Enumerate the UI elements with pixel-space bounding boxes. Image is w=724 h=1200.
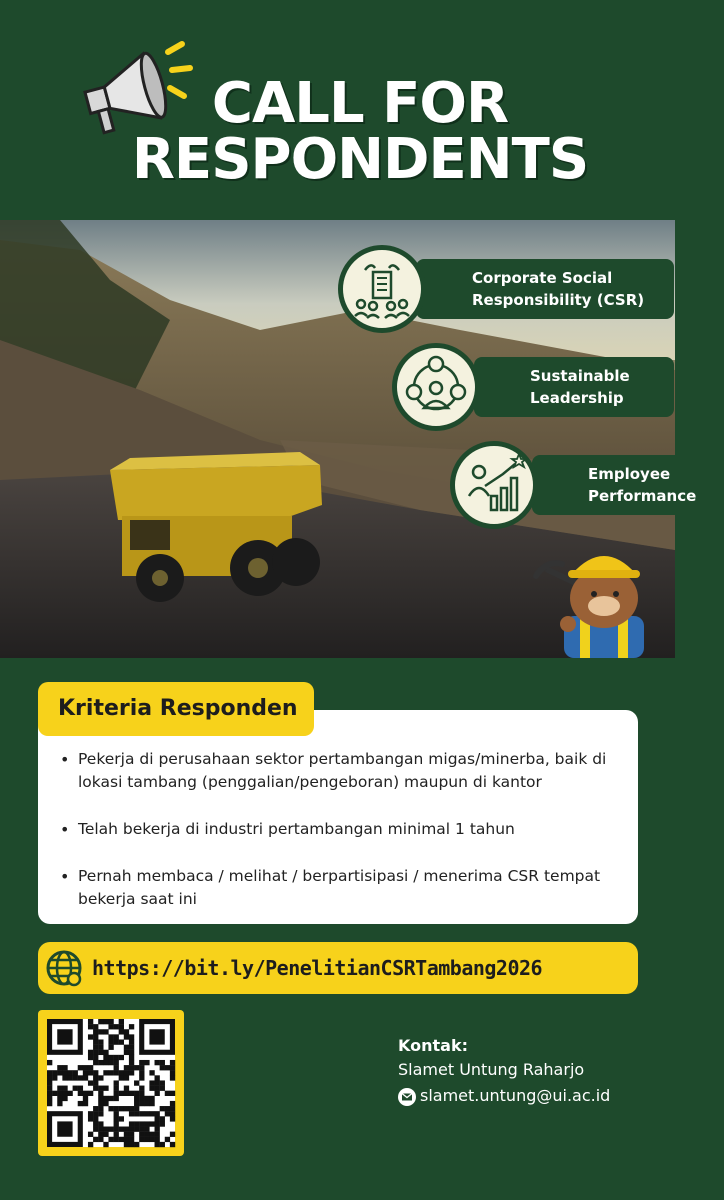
topic-pill-leadership	[474, 357, 674, 417]
criteria-item: • Pernah membaca / melihat / berpartisipasi / menerima CSR tempat bekerja saat ini	[58, 865, 638, 911]
topic-leadership-line-1: Sustainable	[530, 367, 630, 385]
growth-chart-icon	[450, 441, 538, 529]
criteria-item: • Pekerja di perusahaan sektor pertambangan migas/minerba, baik di lokasi tambang (penggalian/pengeboran) maupun di kantor	[58, 748, 638, 794]
topic-csr-line-1: Corporate Social	[472, 269, 613, 287]
title-line-2: RESPONDENTS	[131, 127, 589, 192]
leadership-network-icon	[392, 343, 480, 431]
community-building-icon	[338, 245, 426, 333]
mail-icon	[398, 1088, 416, 1106]
survey-link[interactable]: https://bit.ly/PenelitianCSRTambang2026	[92, 956, 543, 980]
topic-performance-line-2: Performance	[588, 487, 697, 505]
topic-pill-csr	[416, 259, 674, 319]
topic-leadership-line-2: Leadership	[530, 389, 624, 407]
globe-icon	[44, 948, 84, 988]
qr-code-pattern	[47, 1019, 175, 1147]
topic-csr-line-2: Responsibility (CSR)	[472, 291, 645, 309]
contact-label: Kontak:	[398, 1036, 468, 1055]
title-line-1: CALL FOR	[211, 71, 509, 136]
miner-mascot-illustration	[528, 540, 656, 658]
contact-email[interactable]: slamet.untung@ui.ac.id	[420, 1086, 611, 1105]
topic-performance-line-1: Employee	[588, 465, 671, 483]
topic-pill-performance	[532, 455, 724, 515]
criteria-item: • Telah bekerja di industri pertambangan minimal 1 tahun	[58, 818, 638, 841]
qr-code[interactable]	[47, 1019, 175, 1147]
criteria-heading: Kriteria Responden	[38, 682, 314, 736]
page-title	[120, 71, 600, 192]
criteria-list	[58, 748, 638, 935]
contact-name: Slamet Untung Raharjo	[398, 1060, 585, 1079]
